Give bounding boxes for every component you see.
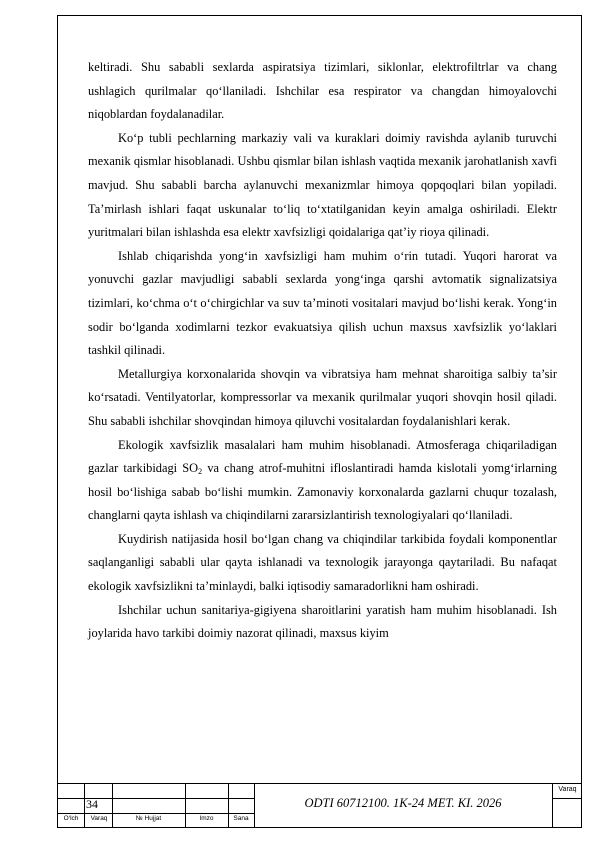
- paragraph-4: Metallurgiya korxonalarida shovqin va vibratsiya ham mehnat sharoitiga salbiy ta’sir ko‘rsatadi. Ventilyatorlar, kompressorlar va mexanik qurilmalar yuqori shovqin hosil qiladi. Shu sababli ishchilar shovqindan himoya qiluvchi vositalardan foydalanishlari kerak.: [88, 366, 557, 428]
- varaq-label: Varaq: [558, 786, 577, 793]
- paragraph-5-before: Ekologik xavfsizlik masalalari ham muhim hisoblanadi. Atmosferaga chiqariladigan gazlar tarkibidagi SO: [88, 437, 557, 476]
- paragraph-5-after: va chang atrof-muhitni ifloslantiradi hamda kislotali yomg‘irlarning hosil bo‘lishiga sabab bo‘lishi mumkin. Zamonaviy korxonalarda gazlarni chuqur tozalash, changlarni qayta ishlash va chiqindilarni zararsizlantirish texnologiyalari qo‘llaniladi.: [88, 461, 557, 523]
- so2-subscript: 2: [198, 467, 203, 477]
- stamp-row-line: [552, 798, 582, 799]
- col-hujjat-label: № Hujjat: [135, 815, 162, 822]
- paragraph-7: Ishchilar uchun sanitariya-gigiyena sharoitlarini yaratish ham muhim hisoblanadi. Ish joylarida havo tarkibi doimiy nazorat qilinadi, maxsus kiyim: [88, 602, 557, 641]
- document-code: ODTI 60712100. 1K-24 MET. KI. 2026: [304, 796, 502, 810]
- paragraph-3: Ishlab chiqarishda yong‘in xavfsizligi ham muhim o‘rin tutadi. Yuqori harorat va yonuvchi gazlar mavjudligi sababli sexlarda yong‘inga qarshi avtomatik signalizatsiya tizimlari, ko‘chma o‘t o‘chirgichlar va suv ta’minoti vositalari mavjud bo‘lishi kerak. Yong‘in sodir bo‘lganda xodimlarni tezkor evakuatsiya qilish uchun maxsus xavfsizlik yo‘laklari tashkil qilinadi.: [88, 248, 557, 358]
- paragraph-1: keltiradi. Shu sababli sexlarda aspiratsiya tizimlari, siklonlar, elektrofiltrlar va chang ushlagich qurilmalar qo‘llaniladi. Ishchilar esa respirator va changdan himoyalovchi niqoblardan foydalanadilar.: [88, 60, 557, 122]
- col-varaq-label: Varaq: [90, 815, 108, 822]
- col-olch-label: O‘lch: [63, 815, 79, 822]
- paragraph-6: Kuydirish natijasida hosil bo‘lgan chang va chiqindilar tarkibida foydali komponentlar saqlanganligi sababli ular qayta ishlanadi va texnologik jarayonga qaytariladi. Bu nafaqat ekologik xavfsizlikni ta’minlaydi, balki iqtisodiy samaradorlikni ham oshiradi.: [88, 531, 557, 594]
- paragraph-5: [88, 434, 557, 528]
- paragraph-2: Ko‘p tubli pechlarning markaziy vali va kuraklari doimiy ravishda aylanib turuvchi mexanik qismlar hisoblanadi. Ushbu qismlar bilan ishlash vaqtida mexanik jarohatlanish xavfi mavjud. Shu sababli barcha aylanuvchi mexanizmlar himoya qopqoqlari bilan yopiladi. Ta’mirlash ishlari faqat uskunalar to‘liq to‘xtatilganidan keyin amalga oshiriladi. Elektr yuritmalari bilan ishlashda esa elektr xavfsizligi qoidalariga qat’iy rioya qilinadi.: [88, 130, 557, 240]
- sheet-number: 34: [86, 797, 98, 811]
- col-sana-label: Sana: [233, 815, 249, 822]
- document-body: [88, 56, 557, 646]
- stamp-row-line: [57, 813, 254, 814]
- col-imzo-label: Imzo: [199, 815, 214, 822]
